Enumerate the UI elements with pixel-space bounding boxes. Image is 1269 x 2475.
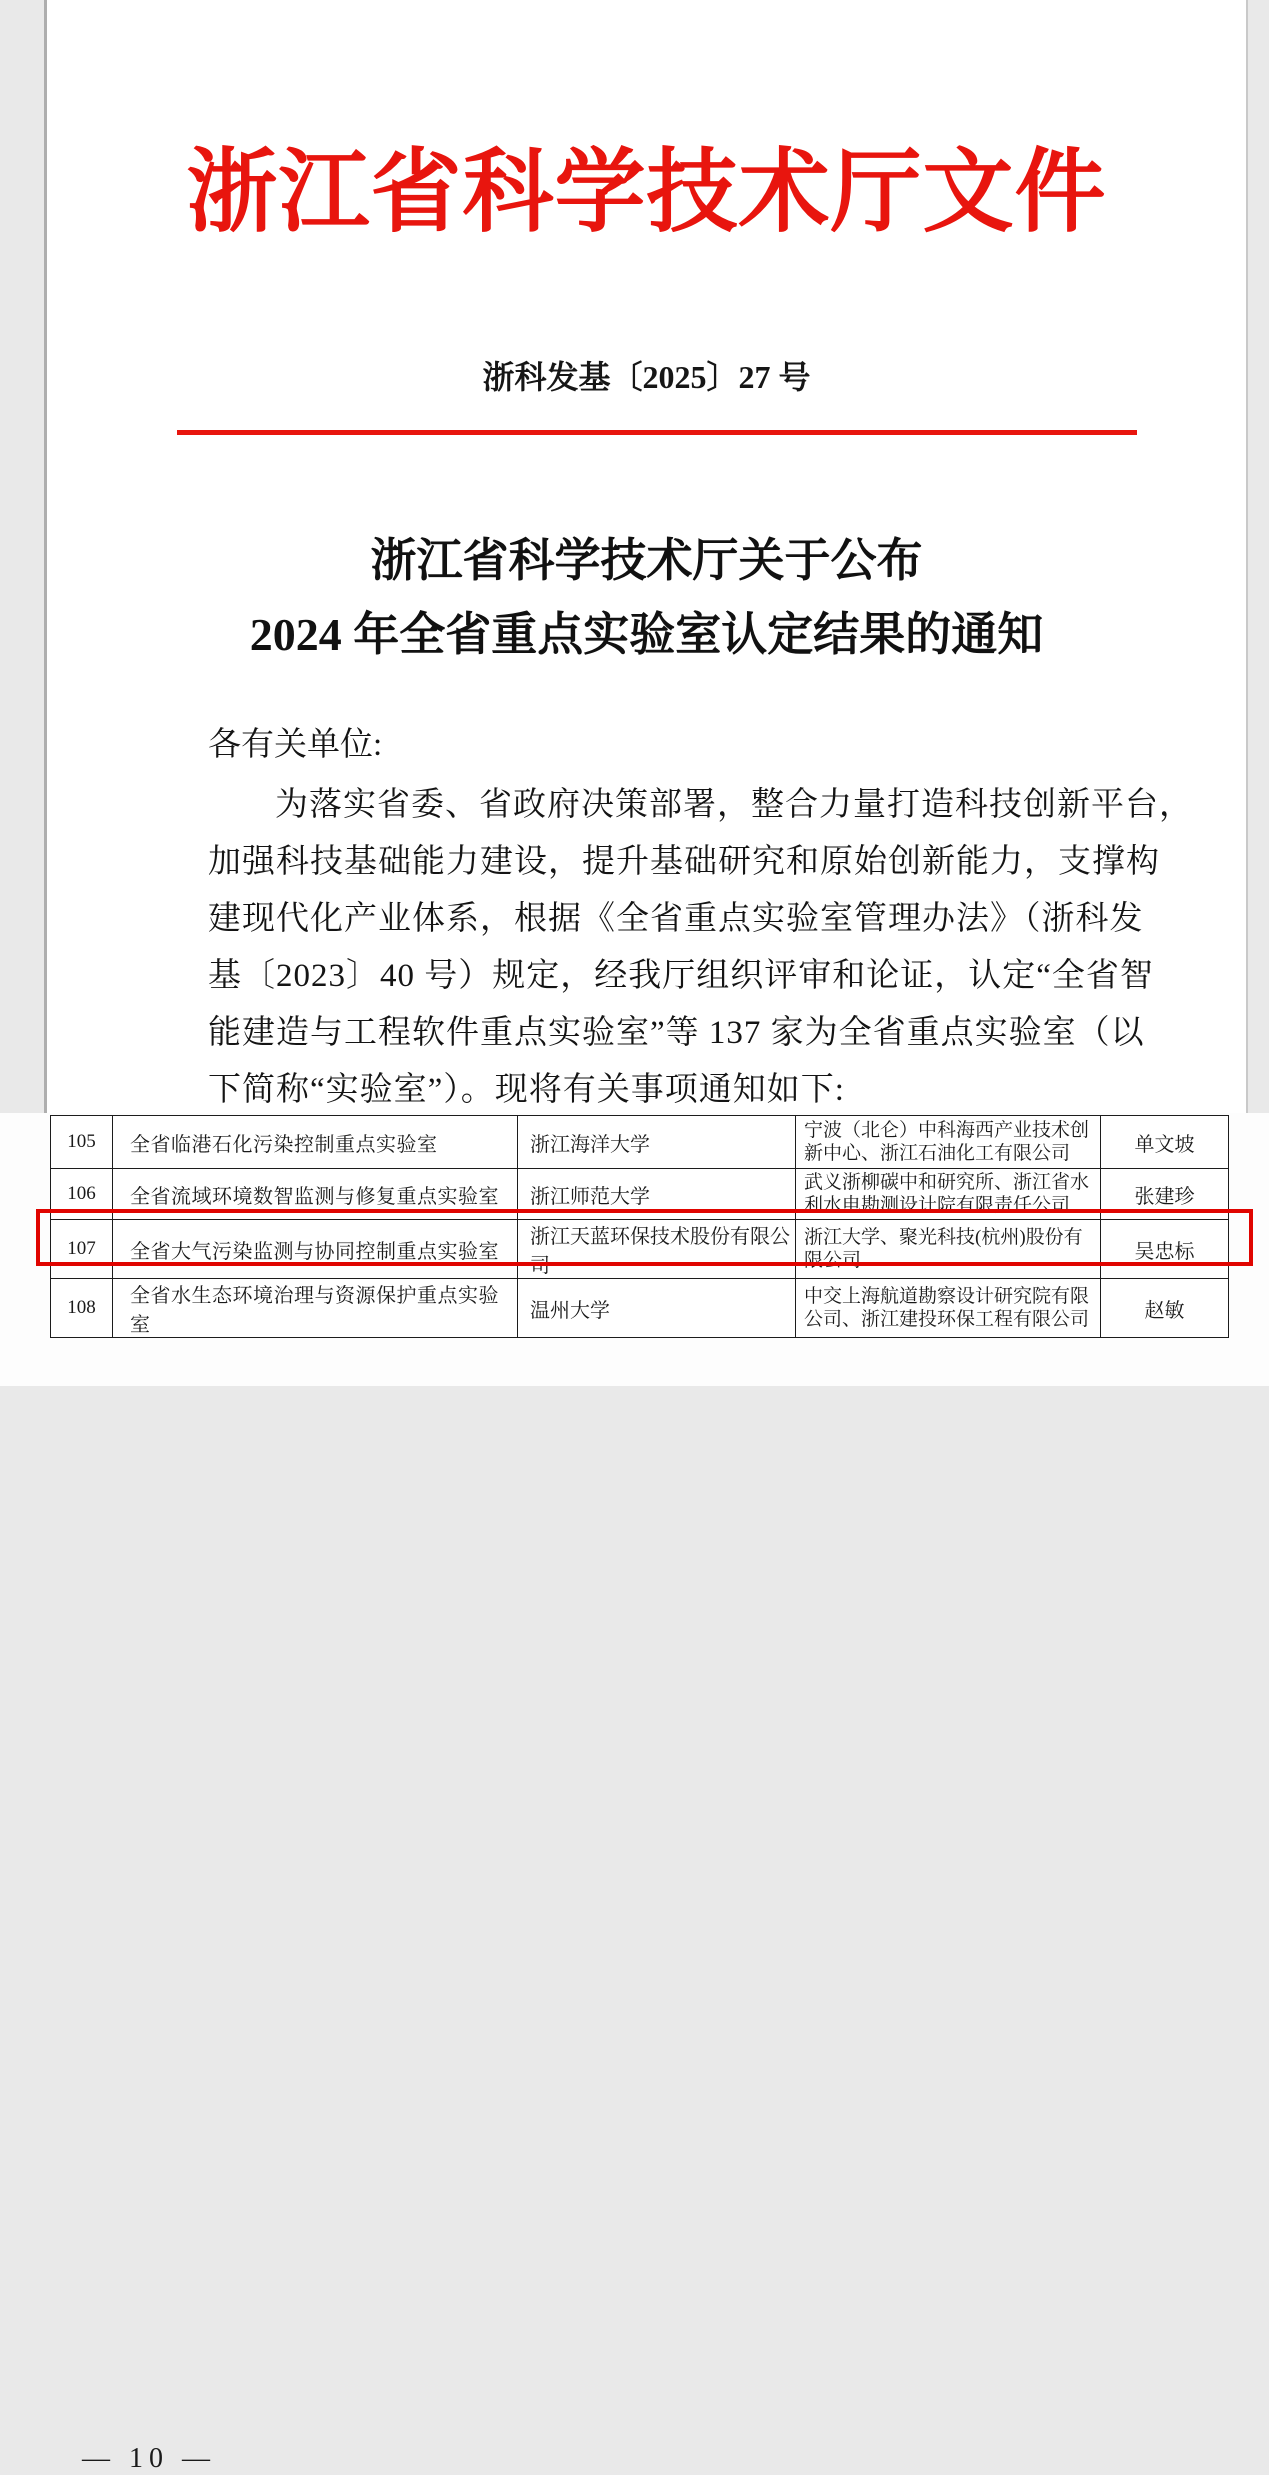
row-number-cell: 108 [51, 1279, 113, 1338]
institution-cell: 浙江海洋大学 [518, 1116, 796, 1169]
document-page [44, 0, 1248, 1114]
partners-cell: 浙江大学、聚光科技(杭州)股份有限公司 [796, 1220, 1101, 1279]
red-letterhead-title: 浙江省科学技术厅文件 [186, 142, 1107, 243]
partners-cell: 武义浙柳碳中和研究所、浙江省水利水电勘测设计院有限责任公司 [796, 1169, 1101, 1220]
row-number-cell: 106 [51, 1169, 113, 1220]
notice-title-line1: 浙江省科学技术厅关于公布 [370, 535, 923, 586]
lab-name-cell: 全省大气污染监测与协同控制重点实验室 [113, 1220, 518, 1279]
table-row [51, 1169, 1229, 1220]
lab-name-cell: 全省临港石化污染控制重点实验室 [113, 1116, 518, 1169]
lab-table-section [0, 1113, 1269, 2474]
page-number: — 10 — [82, 2443, 216, 2474]
body-text-line: 为落实省委、省政府决策部署，整合力量打造科技创新平台， [275, 787, 1193, 823]
body-text-line: 加强科技基础能力建设，提升基础研究和原始创新能力，支撑构 [208, 844, 1160, 880]
table-row [51, 1116, 1229, 1169]
table-row-highlighted [51, 1220, 1229, 1279]
body-text-line: 建现代化产业体系，根据《全省重点实验室管理办法》（浙科发 [208, 901, 1144, 937]
body-text-line: 基〔2023〕40 号）规定，经我厅组织评审和论证，认定“全省智 [208, 958, 1154, 994]
partners-cell: 宁波（北仑）中科海西产业技术创新中心、浙江石油化工有限公司 [796, 1116, 1101, 1169]
institution-cell: 浙江师范大学 [518, 1169, 796, 1220]
row-number-cell: 107 [51, 1220, 113, 1279]
row-number-cell: 105 [51, 1116, 113, 1169]
director-cell: 单文坡 [1101, 1116, 1229, 1169]
director-cell: 吴忠标 [1101, 1220, 1229, 1279]
institution-cell: 温州大学 [518, 1279, 796, 1338]
director-cell: 张建珍 [1101, 1169, 1229, 1220]
institution-cell: 浙江天蓝环保技术股份有限公司 [518, 1220, 796, 1279]
document-number: 浙科发基〔2025〕27 号 [482, 359, 811, 395]
salutation: 各有关单位: [208, 727, 383, 763]
body-text-line: 能建造与工程软件重点实验室”等 137 家为全省重点实验室（以 [208, 1015, 1145, 1051]
lab-name-cell: 全省流域环境数智监测与修复重点实验室 [113, 1169, 518, 1220]
lab-name-cell: 全省水生态环境治理与资源保护重点实验室 [113, 1279, 518, 1338]
partners-cell: 中交上海航道勘察设计研究院有限公司、浙江建投环保工程有限公司 [796, 1279, 1101, 1338]
notice-title-line2: 2024 年全省重点实验室认定结果的通知 [249, 609, 1044, 660]
key-lab-table [50, 1115, 1229, 1338]
body-text-line: 下简称“实验室”）。现将有关事项通知如下: [208, 1072, 845, 1108]
red-divider-rule [177, 430, 1137, 435]
table-row [51, 1279, 1229, 1338]
director-cell: 赵敏 [1101, 1279, 1229, 1338]
